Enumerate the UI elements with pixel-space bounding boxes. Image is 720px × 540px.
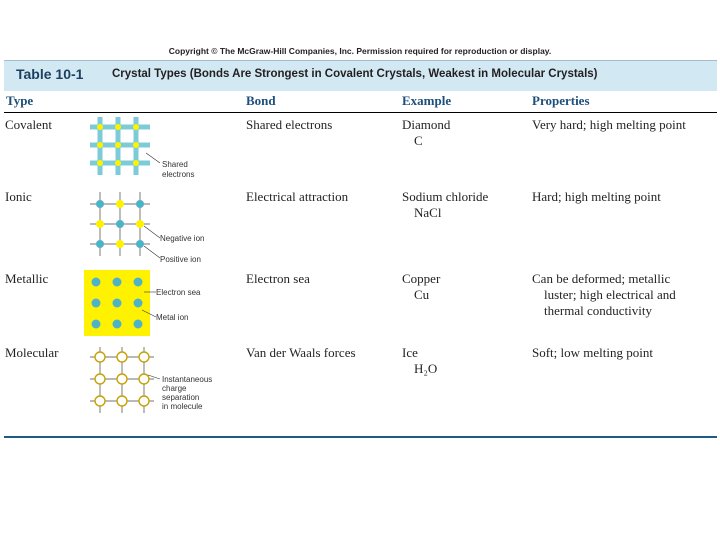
- label-separation: separation: [162, 393, 200, 402]
- metallic-lattice-diagram: [84, 270, 214, 340]
- molecules: [95, 352, 149, 406]
- covalent-lattice-diagram: [88, 115, 218, 185]
- label-electrons: electrons: [162, 170, 195, 179]
- ionic-lattice-diagram: [88, 190, 218, 268]
- label-shared: Shared: [162, 160, 188, 169]
- properties-line: luster; high electrical and: [544, 287, 676, 302]
- example-name: Diamond: [402, 117, 451, 132]
- label-instantaneous: Instantaneous: [162, 375, 213, 384]
- example-formula: Cu: [414, 287, 430, 302]
- table-title-bar: [4, 60, 717, 91]
- example-name: Ice: [402, 345, 418, 360]
- properties-covalent: Very hard; high melting point: [532, 117, 686, 132]
- example-name: Sodium chloride: [402, 189, 489, 204]
- type-metallic: Metallic: [5, 271, 49, 286]
- molecular-lattice-diagram: [88, 345, 218, 417]
- label-negative-ion: Negative ion: [160, 234, 205, 243]
- example-formula: H₂O: [414, 361, 438, 376]
- bond-molecular: Van der Waals forces: [246, 345, 356, 360]
- properties-ionic: Hard; high melting point: [532, 189, 661, 204]
- bond-metallic: Electron sea: [246, 271, 310, 286]
- label-in-molecule: in molecule: [162, 402, 203, 411]
- label-metal-ion: Metal ion: [156, 313, 189, 322]
- table-header-row: [4, 91, 717, 113]
- table-title: Crystal Types (Bonds Are Strongest in Covalent Crystals, Weakest in Molecular Crystals): [112, 68, 598, 80]
- example-metallic: [402, 271, 440, 303]
- type-molecular: Molecular: [5, 345, 59, 360]
- example-molecular: [402, 345, 437, 377]
- label-charge: charge: [162, 384, 187, 393]
- example-ionic: [402, 189, 488, 221]
- header-bond: Bond: [246, 93, 276, 108]
- type-covalent: Covalent: [5, 117, 52, 132]
- copyright-notice: Copyright © The McGraw-Hill Companies, Inc. Permission required for reproduction or display.: [168, 46, 552, 56]
- properties-line: Can be deformed; metallic: [532, 271, 671, 286]
- bond-covalent: Shared electrons: [246, 117, 333, 132]
- properties-molecular: Soft; low melting point: [532, 345, 653, 360]
- bond-ionic: Electrical attraction: [246, 189, 349, 204]
- header-type: Type: [6, 93, 34, 108]
- label-positive-ion: Positive ion: [160, 255, 201, 264]
- table-number: Table 10-1: [16, 66, 84, 82]
- properties-line: thermal conductivity: [544, 303, 652, 318]
- header-properties: Properties: [532, 93, 590, 108]
- table-bottom-rule: [4, 436, 717, 438]
- properties-metallic: [532, 271, 676, 319]
- header-example: Example: [402, 93, 452, 108]
- example-formula: NaCl: [414, 205, 442, 220]
- metal-ions: [92, 278, 143, 329]
- example-name: Copper: [402, 271, 441, 286]
- type-ionic: Ionic: [5, 189, 32, 204]
- example-formula: C: [414, 133, 423, 148]
- example-covalent: [402, 117, 450, 149]
- label-electron-sea: Electron sea: [156, 288, 201, 297]
